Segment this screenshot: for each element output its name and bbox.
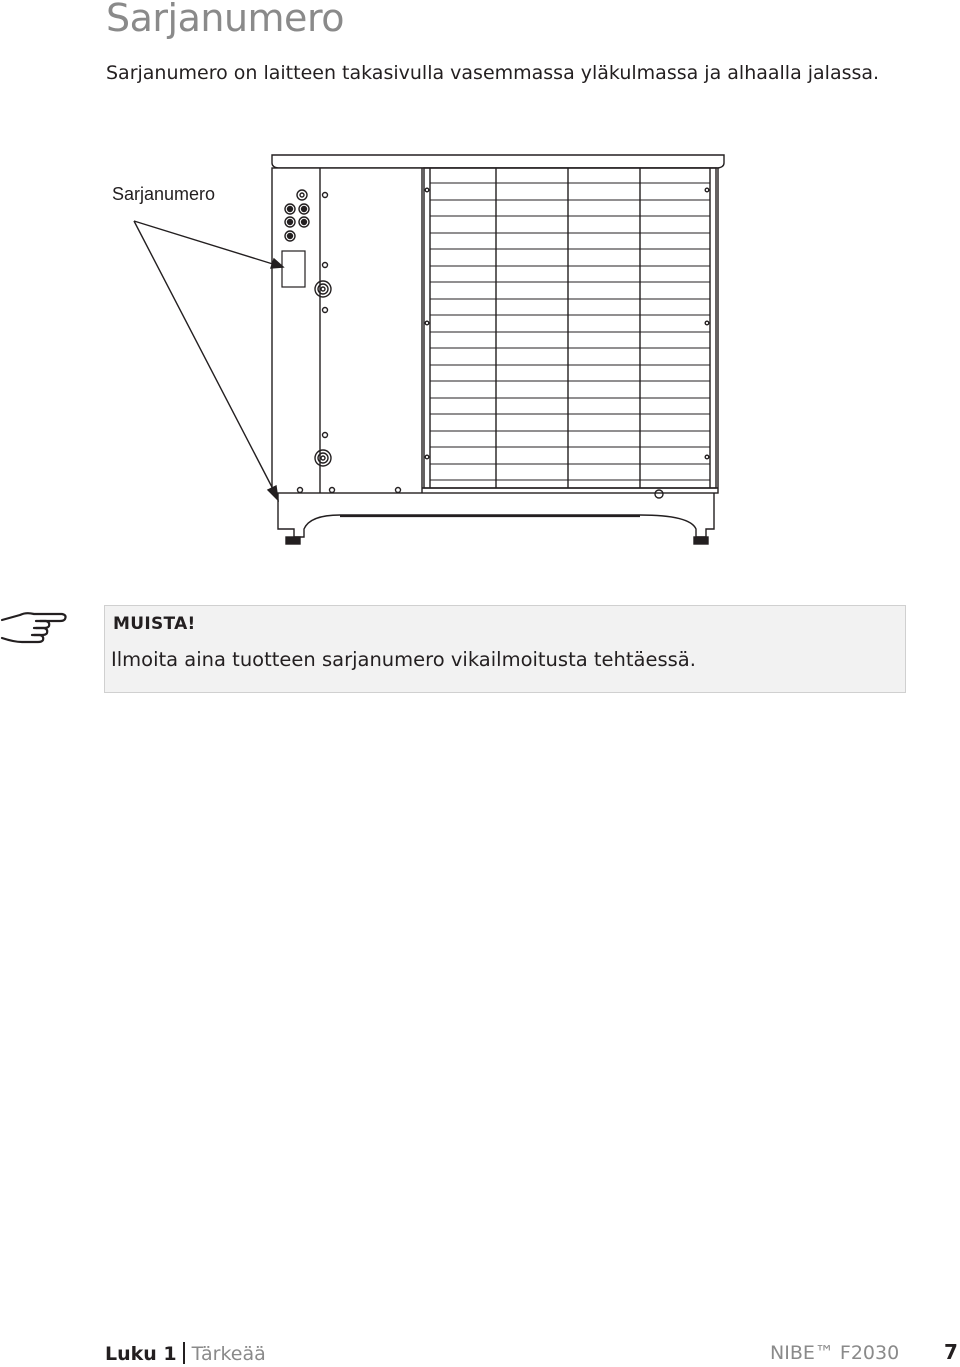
footer-separator xyxy=(183,1342,185,1364)
footer-section-label: Tärkeää xyxy=(191,1343,266,1365)
serial-number-callout: Sarjanumero xyxy=(112,184,216,204)
pointing-hand-icon xyxy=(0,606,70,646)
note-heading: MUISTA! xyxy=(113,614,196,634)
page-title: Sarjanumero xyxy=(106,0,344,40)
footer-chapter-label: Luku 1 xyxy=(105,1343,177,1365)
note-text: Ilmoita aina tuotteen sarjanumero vikailmoitusta tehtäessä. xyxy=(111,648,696,671)
reminder-note xyxy=(104,605,906,693)
footer-product: NIBE™ F2030 xyxy=(770,1342,900,1364)
heat-pump-drawing xyxy=(100,145,740,555)
page-number: 7 xyxy=(944,1340,958,1364)
heat-pump-figure xyxy=(100,145,740,555)
footer-chapter xyxy=(105,1342,266,1365)
intro-paragraph: Sarjanumero on laitteen takasivulla vasemmassa yläkulmassa ja alhaalla jalassa. xyxy=(106,62,880,84)
